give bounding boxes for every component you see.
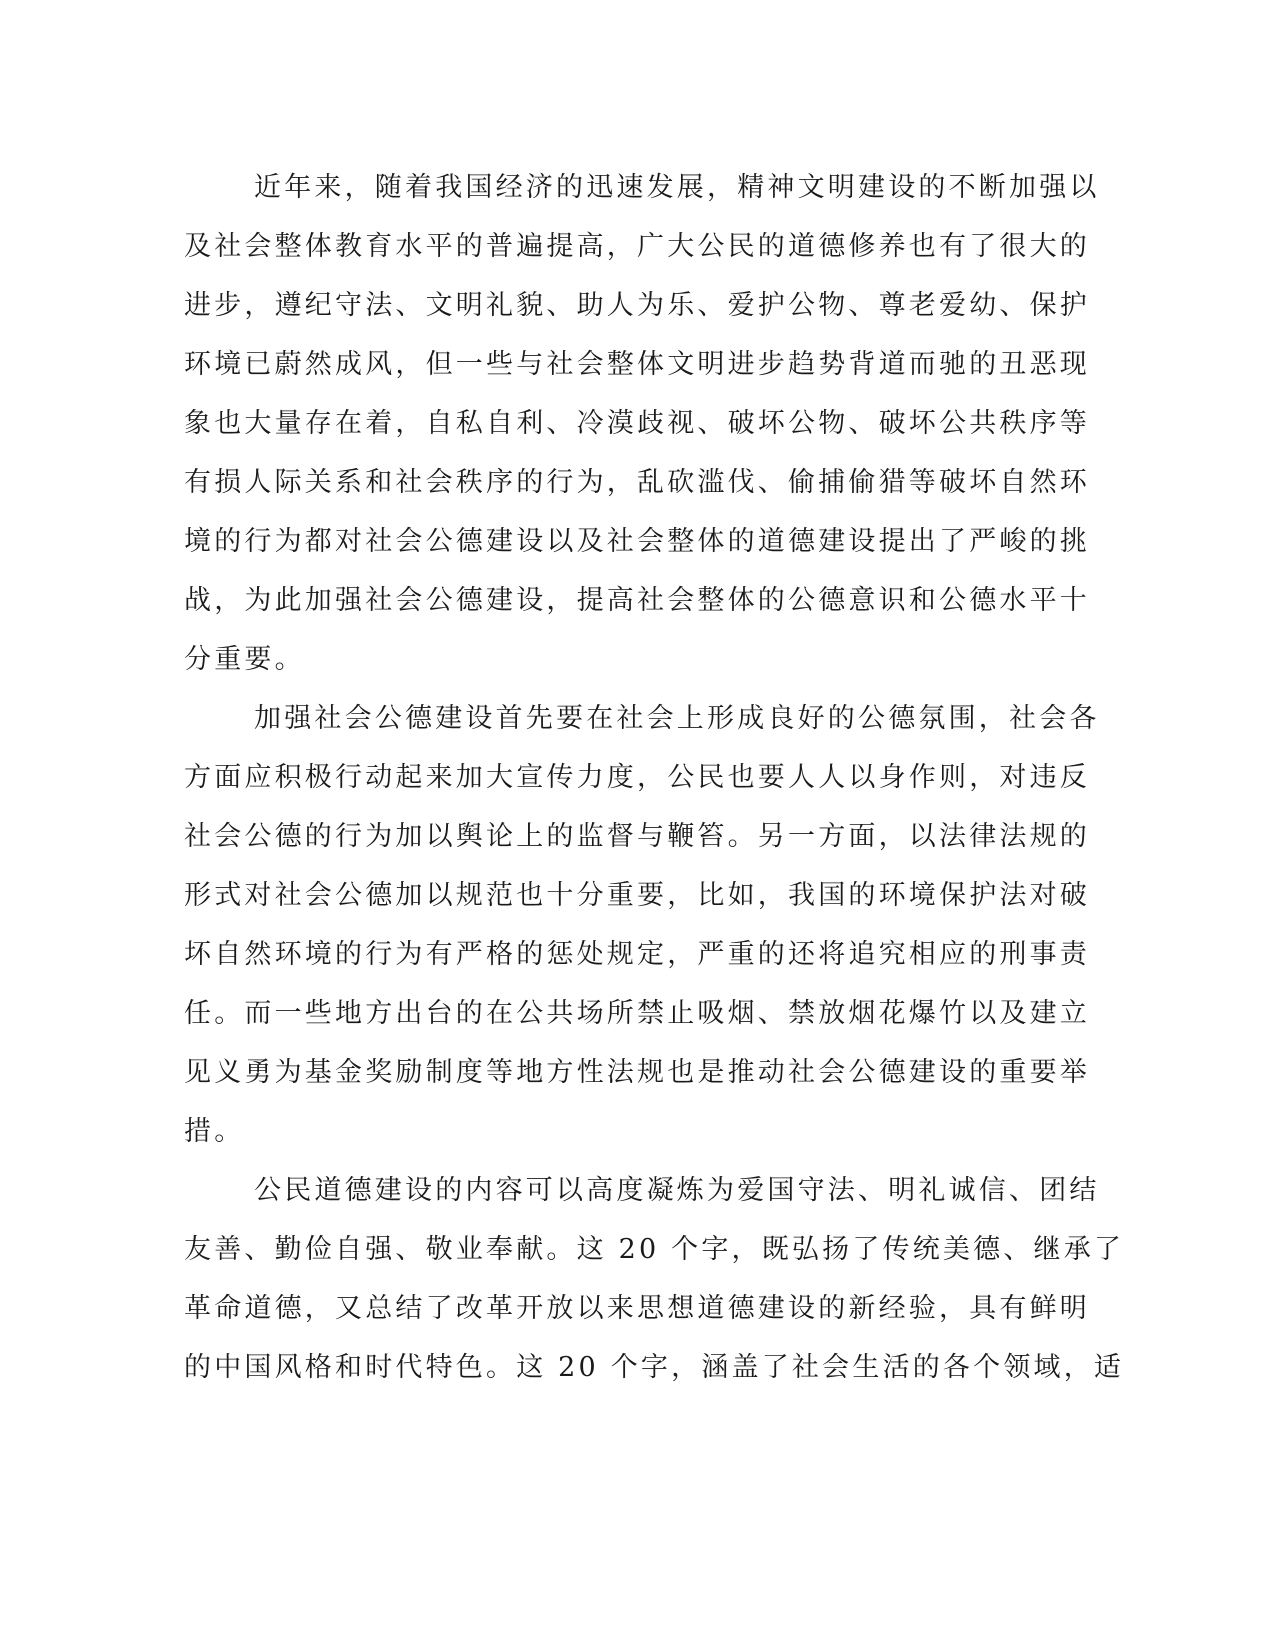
- text-line: 加强社会公德建设首先要在社会上形成良好的公德氛围，社会各: [254, 703, 1100, 734]
- text-line: 的中国风格和时代特色。这 20 个字，涵盖了社会生活的各个领域，适: [184, 1352, 1125, 1383]
- text-line: 进步，遵纪守法、文明礼貌、助人为乐、爱护公物、尊老爱幼、保护: [184, 290, 1090, 321]
- text-line: 有损人际关系和社会秩序的行为，乱砍滥伐、偷捕偷猎等破坏自然环: [184, 467, 1090, 498]
- paragraph-2: [184, 689, 1100, 1161]
- text-line: 任。而一些地方出台的在公共场所禁止吸烟、禁放烟花爆竹以及建立: [184, 998, 1090, 1029]
- text-line: 公民道德建设的内容可以高度凝炼为爱国守法、明礼诚信、团结: [254, 1175, 1100, 1206]
- text-line: 友善、勤俭自强、敬业奉献。这 20 个字，既弘扬了传统美德、继承了: [184, 1234, 1125, 1265]
- text-line: 境的行为都对社会公德建设以及社会整体的道德建设提出了严峻的挑: [184, 526, 1090, 557]
- text-line: 坏自然环境的行为有严格的惩处规定，严重的还将追究相应的刑事责: [184, 939, 1090, 970]
- text-line: 社会公德的行为加以舆论上的监督与鞭笞。另一方面，以法律法规的: [184, 821, 1090, 852]
- text-line: 形式对社会公德加以规范也十分重要，比如，我国的环境保护法对破: [184, 880, 1090, 911]
- text-line: 方面应积极行动起来加大宣传力度，公民也要人人以身作则，对违反: [184, 762, 1090, 793]
- text-line: 象也大量存在着，自私自利、冷漠歧视、破坏公物、破坏公共秩序等: [184, 408, 1090, 439]
- paragraph-3: [184, 1161, 1125, 1397]
- text-line: 近年来，随着我国经济的迅速发展，精神文明建设的不断加强以: [254, 172, 1100, 203]
- document-body: [184, 158, 1125, 1397]
- paragraph-1: [184, 158, 1100, 689]
- text-line: 见义勇为基金奖励制度等地方性法规也是推动社会公德建设的重要举: [184, 1057, 1090, 1088]
- text-line: 及社会整体教育水平的普遍提高，广大公民的道德修养也有了很大的: [184, 231, 1090, 262]
- text-line: 分重要。: [184, 644, 305, 675]
- text-line: 战，为此加强社会公德建设，提高社会整体的公德意识和公德水平十: [184, 585, 1090, 616]
- text-line: 环境已蔚然成风，但一些与社会整体文明进步趋势背道而驰的丑恶现: [184, 349, 1090, 380]
- text-line: 措。: [184, 1116, 245, 1147]
- text-line: 革命道德，又总结了改革开放以来思想道德建设的新经验，具有鲜明: [184, 1293, 1090, 1324]
